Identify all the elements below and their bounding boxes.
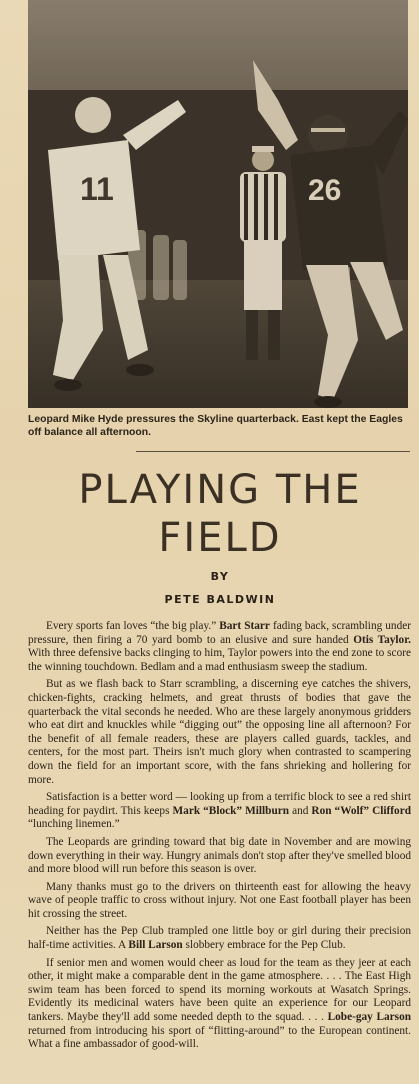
text-run: Many thanks must go to the drivers on thirteenth east for allowing the heavy wave of people traffic to cross without injury. Not one East football player has been hit crossing the street. bbox=[28, 880, 411, 920]
left-player-jersey-number: 11 bbox=[80, 171, 114, 207]
headline-line-1: PLAYING THE bbox=[78, 467, 362, 513]
text-run: Every sports fan loves “the big play.” bbox=[46, 620, 220, 632]
bold-name: Mark “Block” Millburn bbox=[172, 804, 290, 817]
text-run: and bbox=[289, 804, 312, 817]
article-paragraph bbox=[28, 881, 411, 922]
section-divider bbox=[136, 451, 410, 452]
article-paragraph bbox=[28, 620, 411, 674]
byline-by: BY bbox=[210, 570, 230, 583]
text-run: Satisfaction is a better word — looking up from a terrific block to see a red shirt heading for paydirt. This keeps bbox=[28, 791, 411, 817]
article-paragraph bbox=[28, 791, 411, 832]
bold-name: Lobe-gay Larson bbox=[327, 1011, 411, 1024]
text-run: With three defensive backs clinging to him, Taylor powers into the end zone to score the winning touchdown. Bedlam and a mad enthusiasm sweep the stadium. bbox=[28, 647, 411, 673]
text-run: If senior men and women would cheer as loud for the team as they jeer at each other, it might make a comparable dent in the game atmosphere. . . . The East High swim team has been forced to spend its morning workouts at Wasatch Springs. Evidently its medicinal waters have been quite an experience for our Leopard tankers. Maybe they'll add some needed depth to the squad. . . . bbox=[28, 956, 411, 1024]
bold-name: Bill Larson bbox=[128, 939, 183, 952]
text-run: fading back, scrambling under pressure, then firing a 70 yard bomb to an elusive and sure handed bbox=[28, 620, 411, 646]
byline-author: PETE BALDWIN bbox=[164, 593, 276, 606]
article-paragraph bbox=[28, 957, 411, 1052]
photo-caption: Leopard Mike Hyde pressures the Skyline quarterback. East kept the Eagles off balance all afternoon. bbox=[28, 414, 403, 438]
article-paragraph bbox=[28, 925, 411, 952]
right-player-jersey-number: 26 bbox=[308, 174, 342, 207]
headline bbox=[28, 466, 412, 562]
bold-name: Ron “Wolf” Clifford bbox=[311, 804, 411, 817]
text-run: Neither has the Pep Club trampled one little boy or girl during their precision half-time activities. A bbox=[28, 925, 411, 952]
article-paragraph bbox=[28, 836, 411, 877]
football-photo bbox=[28, 0, 408, 408]
bold-name: Otis Taylor. bbox=[353, 633, 411, 646]
text-run: “lunching linemen.” bbox=[28, 818, 120, 831]
text-run: slobbery embrace for the Pep Club. bbox=[182, 939, 346, 952]
article-paragraph bbox=[28, 678, 411, 787]
text-run: But as we flash back to Starr scrambling, a discerning eye catches the shivers, chicken-fights, cracking helmets, and great thrusts of bodies that gave the quarterback the vital seconds he needed. Who are these largely anonymous gridders who eat dirt and knuckles while “digging out” the opposing line all afternoon? For the benefit of all female readers, these are players called guards, tackles, and centers, for the most part. Theirs isn't much glory when contrasted to scampering down the field for an important score, with the fans shrieking and hollering for more. bbox=[28, 678, 411, 786]
text-run: The Leopards are grinding toward that big date in November and are mowing down everything in their way. Hungry animals don't stop after they've smelled blood and more blood will run before this season is over. bbox=[28, 835, 411, 876]
bold-name: Bart Starr bbox=[219, 620, 270, 632]
article-body bbox=[28, 620, 411, 1056]
text-run: returned from introducing his sport of “flitting-around” to the European continent. What a fine ambassador of good-will. bbox=[28, 1024, 411, 1051]
headline-line-2: FIELD bbox=[158, 515, 282, 561]
football-photo-drawing bbox=[28, 0, 408, 408]
